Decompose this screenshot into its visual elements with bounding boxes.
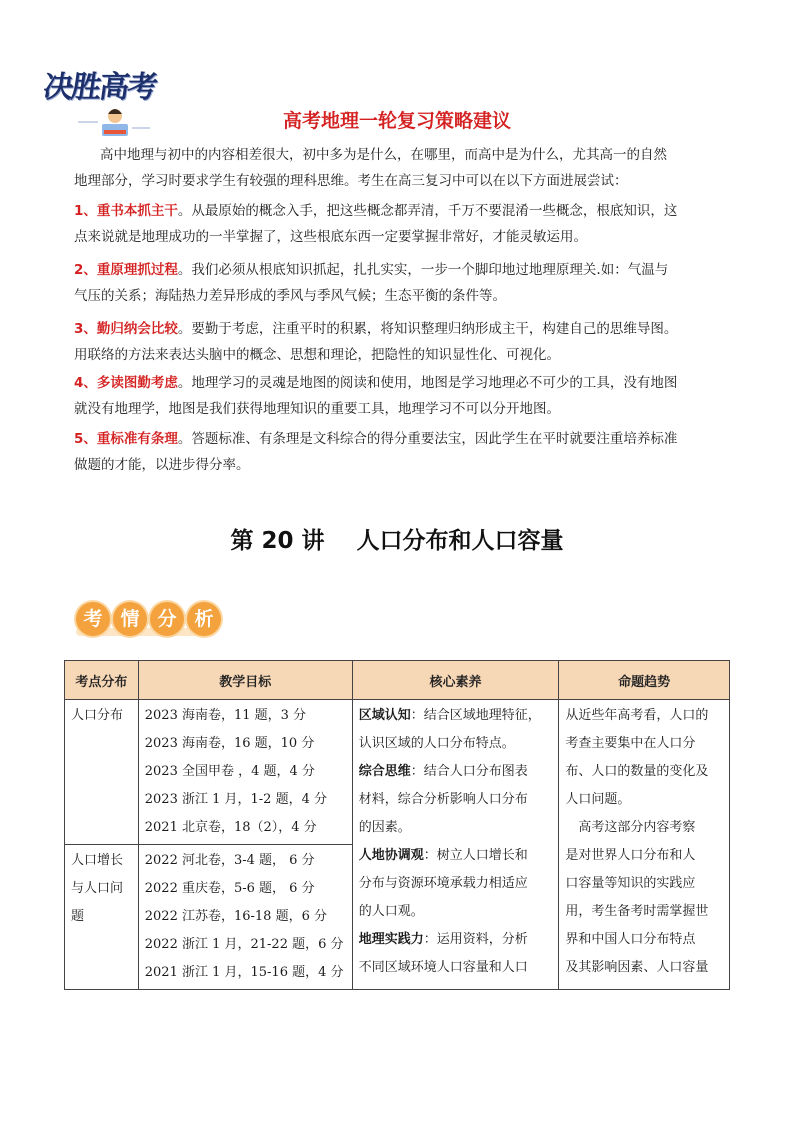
badge-char: 分 [150, 602, 184, 636]
tip-4 [74, 370, 734, 422]
goal-line: 2022 重庆卷，5-6 题， 6 分 [144, 881, 315, 896]
literacy-text: 不同区域环境人口容量和人口 [358, 960, 528, 975]
topic-cell [65, 700, 139, 845]
trend-line: 从近些年高考看，人口的 [565, 708, 709, 723]
intro-paragraph [74, 142, 734, 194]
table-header-row [65, 661, 730, 700]
column-header: 核心素养 [352, 661, 559, 700]
trend-line: 布、人口的数量的变化及 [565, 764, 709, 779]
tip-heading: 3、勤归纳会比较 [74, 321, 178, 337]
literacy-text: 认识区域的人口分布特点。 [358, 736, 515, 751]
tip-text: 。答题标准、有条理是文科综合的得分重要法宝，因此学生在平时就要注重培养标准 [177, 431, 678, 447]
tip-text: 点来说就是地理成功的一半掌握了，这些根底东西一定要掌握非常好，才能灵敏运用。 [74, 229, 587, 245]
literacy-heading: 区域认知 [358, 708, 411, 723]
trend-line: 界和中国人口分布特点 [565, 932, 696, 947]
badge-char: 情 [113, 602, 147, 636]
column-header: 教学目标 [138, 661, 352, 700]
trend-line: 考查主要集中在人口分 [565, 736, 696, 751]
tip-heading: 4、多读图勤考虑 [74, 375, 178, 391]
column-header: 考点分布 [65, 661, 139, 700]
goal-line: 2023 海南卷，11 题，3 分 [144, 708, 307, 723]
literacy-heading: 地理实践力 [358, 932, 424, 947]
goal-line: 2023 浙江 1 月，1-2 题，4 分 [144, 792, 327, 807]
goal-line: 2022 浙江 1 月，21-22 题，6 分 [144, 937, 344, 952]
tip-text: 。地理学习的灵魂是地图的阅读和使用，地图是学习地理必不可少的工具，没有地图 [177, 375, 678, 391]
literacy-text: 分布与资源环境承载力相适应 [358, 876, 528, 891]
goals-cell [138, 845, 352, 990]
literacy-heading: 综合思维 [358, 764, 411, 779]
topic-text: 人口增长 [71, 853, 124, 868]
trend-line: 是对世界人口分布和人 [565, 848, 696, 863]
lecture-title: 第 20 讲 人口分布和人口容量 [230, 528, 564, 554]
topic-cell [65, 845, 139, 990]
logo-text: 决胜高考 [41, 70, 158, 105]
trend-line: 人口问题。 [565, 792, 631, 807]
literacy-text: 材料，综合分析影响人口分布 [358, 792, 528, 807]
intro-line: 高中地理与初中的内容相差很大，初中多为是什么，在哪里，而高中是为什么，尤其高一的自然 [100, 147, 667, 163]
trend-line: 高考这部分内容考察 [565, 820, 696, 835]
topic-text: 与人口问 [71, 881, 124, 896]
literacy-heading: 人地协调观 [358, 848, 424, 863]
document-title: 高考地理一轮复习策略建议 [282, 110, 511, 132]
tip-heading: 1、重书本抓主干 [74, 203, 178, 219]
goal-line: 2023 海南卷，16 题，10 分 [144, 736, 315, 751]
trend-line: 用，考生备考时需掌握世 [565, 904, 709, 919]
badge-char: 析 [187, 602, 221, 636]
tip-1 [74, 198, 734, 250]
tip-text: 气压的关系；海陆热力差异形成的季风与季风气候；生态平衡的条件等。 [74, 288, 506, 304]
tip-text: 就没有地理学，地图是我们获得地理知识的重要工具，地理学习不可以分开地图。 [74, 401, 560, 417]
literacy-text: 的人口观。 [358, 904, 424, 919]
tip-text: 。要勤于考虑，注重平时的积累，将知识整理归纳形成主干，构建自己的思维导图。 [177, 321, 678, 337]
section-badge [72, 600, 222, 640]
badge-char: 考 [76, 602, 110, 636]
topic-text: 人口分布 [71, 708, 124, 723]
goal-line: 2021 北京卷，18（2），4 分 [144, 820, 317, 835]
tip-text: 用联络的方法来表达头脑中的概念、思想和理论，把隐性的知识显性化、可视化。 [74, 347, 560, 363]
trend-line: 口容量等知识的实践应 [565, 876, 696, 891]
trend-line: 及其影响因素、人口容量 [565, 960, 709, 975]
tip-heading: 5、重标准有条理 [74, 431, 178, 447]
tip-text: 。我们必须从根底知识抓起，扎扎实实，一步一个脚印地过地理原理关.如：气温与 [177, 262, 669, 278]
literacy-text: ：运用资料，分析 [423, 932, 528, 947]
goal-line: 2022 江苏卷，16-18 题，6 分 [144, 909, 327, 924]
table-row [65, 700, 730, 845]
literacy-text: ：结合区域地理特征， [410, 708, 541, 723]
tip-text: 做题的才能，以进步得分率。 [74, 457, 250, 473]
tip-2 [74, 257, 734, 309]
goals-cell [138, 700, 352, 845]
tip-5 [74, 426, 734, 478]
goal-line: 2023 全国甲卷 ，4 题，4 分 [144, 764, 315, 779]
trend-cell [559, 700, 730, 990]
tip-heading: 2、重原理抓过程 [74, 262, 178, 278]
intro-line: 地理部分，学习时要求学生有较强的理科思维。考生在高三复习中可以在以下方面进展尝试： [74, 173, 628, 189]
literacy-text: ：结合人口分布图表 [410, 764, 528, 779]
goal-line: 2021 浙江 1 月，15-16 题，4 分 [144, 965, 344, 980]
goal-line: 2022 河北卷，3-4 题， 6 分 [144, 853, 315, 868]
tip-3 [74, 316, 734, 368]
literacy-text: 的因素。 [358, 820, 411, 835]
topic-text: 题 [71, 909, 85, 924]
tip-text: 。从最原始的概念入手，把这些概念都弄清，千万不要混淆一些概念，根底知识，这 [177, 203, 678, 219]
literacy-cell [352, 700, 559, 990]
literacy-text: ：树立人口增长和 [423, 848, 528, 863]
column-header: 命题趋势 [559, 661, 730, 700]
exam-analysis-table [64, 660, 730, 990]
